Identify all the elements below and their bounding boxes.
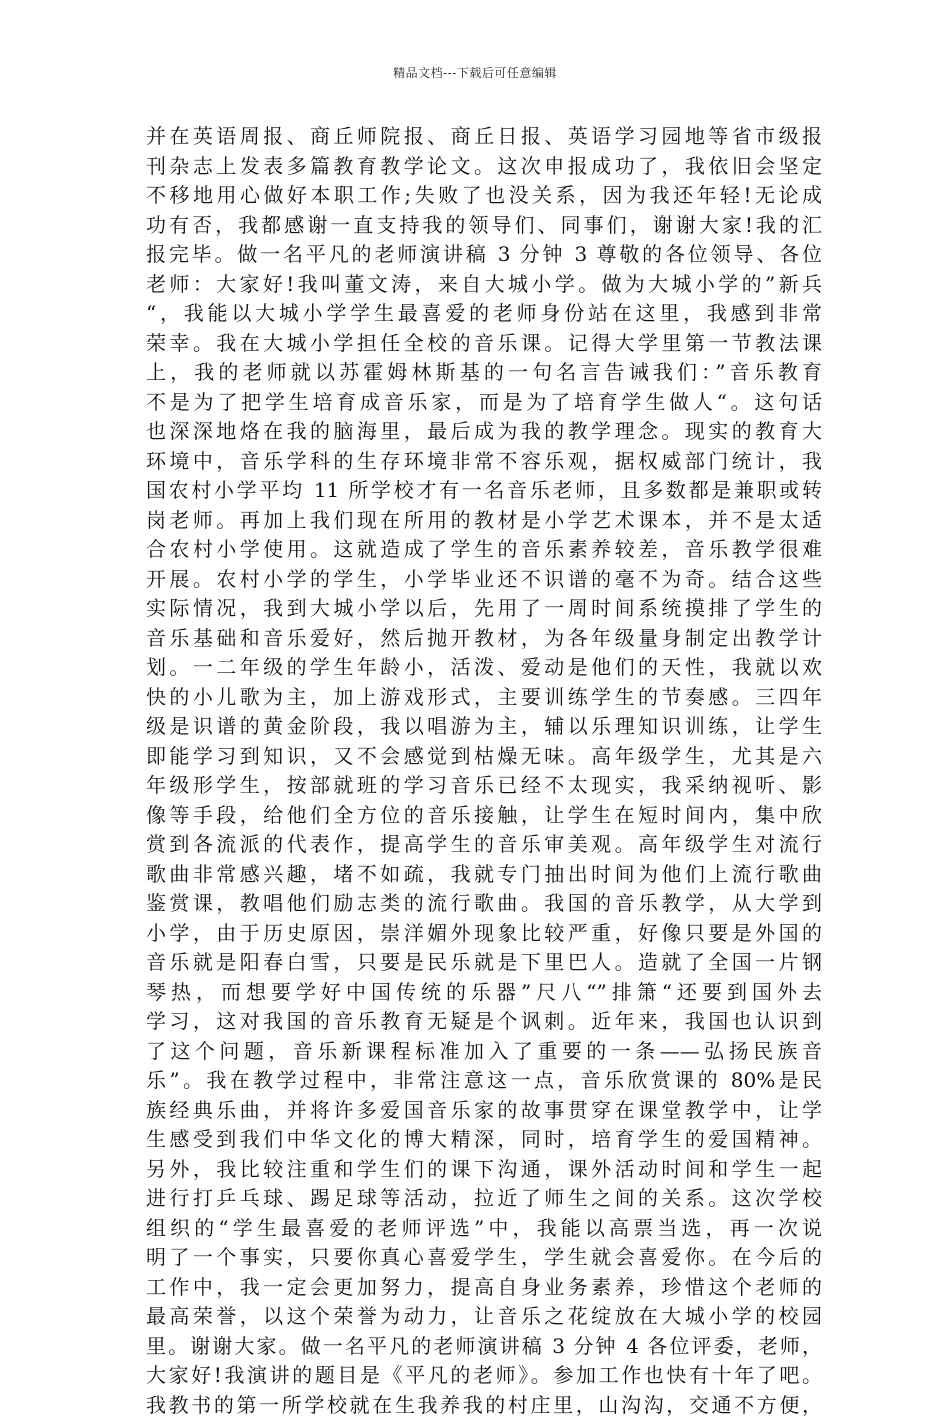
text-line: 赏到各流派的代表作，提高学生的音乐审美观。高年级学生对流行: [146, 830, 822, 860]
text-line: 荣幸。我在大城小学担任全校的音乐课。记得大学里第一节教法课: [146, 329, 822, 359]
document-body: [146, 122, 822, 1420]
text-line: 也深深地烙在我的脑海里，最后成为我的教学理念。现实的教育大: [146, 417, 822, 447]
text-line: 明了一个事实，只要你真心喜爱学生，学生就会喜爱你。在今后的: [146, 1243, 822, 1273]
text-line: 上，我的老师就以苏霍姆林斯基的一句名言告诫我们：”音乐教育: [146, 358, 822, 388]
text-line: 最高荣誉，以这个荣誉为动力，让音乐之花绽放在大城小学的校园: [146, 1302, 822, 1332]
text-line: 工作中，我一定会更加努力，提高自身业务素养，珍惜这个老师的: [146, 1273, 822, 1303]
text-line: 老师：大家好!我叫董文涛，来自大城小学。做为大城小学的”新兵: [146, 270, 822, 300]
text-line: 实际情况，我到大城小学以后，先用了一周时间系统摸排了学生的: [146, 594, 822, 624]
text-line: 音乐就是阳春白雪，只要是民乐就是下里巴人。造就了全国一片钢: [146, 948, 822, 978]
text-line: 快的小儿歌为主，加上游戏形式，主要训练学生的节奏感。三四年: [146, 683, 822, 713]
text-line: 不是为了把学生培育成音乐家，而是为了培育学生做人“。这句话: [146, 388, 822, 418]
text-line: 开展。农村小学的学生，小学毕业还不识谱的毫不为奇。结合这些: [146, 565, 822, 595]
text-line: 歌曲非常感兴趣，堵不如疏，我就专门抽出时间为他们上流行歌曲: [146, 860, 822, 890]
text-line: 音乐基础和音乐爱好，然后抛开教材，为各年级量身制定出教学计: [146, 624, 822, 654]
text-line: 我教书的第一所学校就在生我养我的村庄里，山沟沟，交通不方便，: [146, 1391, 822, 1420]
text-line: 划。一二年级的学生年龄小，活泼、爱动是他们的天性，我就以欢: [146, 653, 822, 683]
text-line: 并在英语周报、商丘师院报、商丘日报、英语学习园地等省市级报: [146, 122, 822, 152]
text-line: 报完毕。做一名平凡的老师演讲稿 3 分钟 3 尊敬的各位领导、各位: [146, 240, 822, 270]
text-line: 了这个问题，音乐新课程标准加入了重要的一条——弘扬民族音: [146, 1037, 822, 1067]
text-line: 功有否，我都感谢一直支持我的领导们、同事们，谢谢大家!我的汇: [146, 211, 822, 241]
text-line: 国农村小学平均 11 所学校才有一名音乐老师，且多数都是兼职或转: [146, 476, 822, 506]
text-line: 族经典乐曲，并将许多爱国音乐家的故事贯穿在课堂教学中，让学: [146, 1096, 822, 1126]
text-line: 岗老师。再加上我们现在所用的教材是小学艺术课本，并不是太适: [146, 506, 822, 536]
text-line: 即能学习到知识，又不会感觉到枯燥无味。高年级学生，尤其是六: [146, 742, 822, 772]
text-line: 生感受到我们中华文化的博大精深，同时，培育学生的爱国精神。: [146, 1125, 822, 1155]
text-line: 像等手段，给他们全方位的音乐接触，让学生在短时间内，集中欣: [146, 801, 822, 831]
text-line: 乐”。我在教学过程中，非常注意这一点，音乐欣赏课的 80%是民: [146, 1066, 822, 1096]
text-line: 级是识谱的黄金阶段，我以唱游为主，辅以乐理知识训练，让学生: [146, 712, 822, 742]
text-line: 进行打乒乓球、踢足球等活动，拉近了师生之间的关系。这次学校: [146, 1184, 822, 1214]
text-line: 年级形学生，按部就班的学习音乐已经不太现实，我采纳视听、影: [146, 771, 822, 801]
text-line: 合农村小学使用。这就造成了学生的音乐素养较差，音乐教学很难: [146, 535, 822, 565]
text-line: 不移地用心做好本职工作;失败了也没关系，因为我还年轻!无论成: [146, 181, 822, 211]
text-line: 琴热，而想要学好中国传统的乐器”尺八“”排箫“还要到国外去: [146, 978, 822, 1008]
text-line: 组织的“学生最喜爱的老师评选”中，我能以高票当选，再一次说: [146, 1214, 822, 1244]
text-line: 鉴赏课，教唱他们励志类的流行歌曲。我国的音乐教学，从大学到: [146, 889, 822, 919]
text-line: “，我能以大城小学学生最喜爱的老师身份站在这里，我感到非常: [146, 299, 822, 329]
text-line: 大家好!我演讲的题目是《平凡的老师》。参加工作也快有十年了吧。: [146, 1361, 822, 1391]
text-line: 里。谢谢大家。做一名平凡的老师演讲稿 3 分钟 4 各位评委，老师，: [146, 1332, 822, 1362]
text-line: 刊杂志上发表多篇教育教学论文。这次申报成功了，我依旧会坚定: [146, 152, 822, 182]
text-line: 小学，由于历史原因，崇洋媚外现象比较严重，好像只要是外国的: [146, 919, 822, 949]
text-line: 环境中，音乐学科的生存环境非常不容乐观，据权威部门统计，我: [146, 447, 822, 477]
text-line: 学习，这对我国的音乐教育无疑是个讽刺。近年来，我国也认识到: [146, 1007, 822, 1037]
page-header: 精品文档---下载后可任意编辑: [0, 64, 950, 81]
text-line: 另外，我比较注重和学生们的课下沟通，课外活动时间和学生一起: [146, 1155, 822, 1185]
